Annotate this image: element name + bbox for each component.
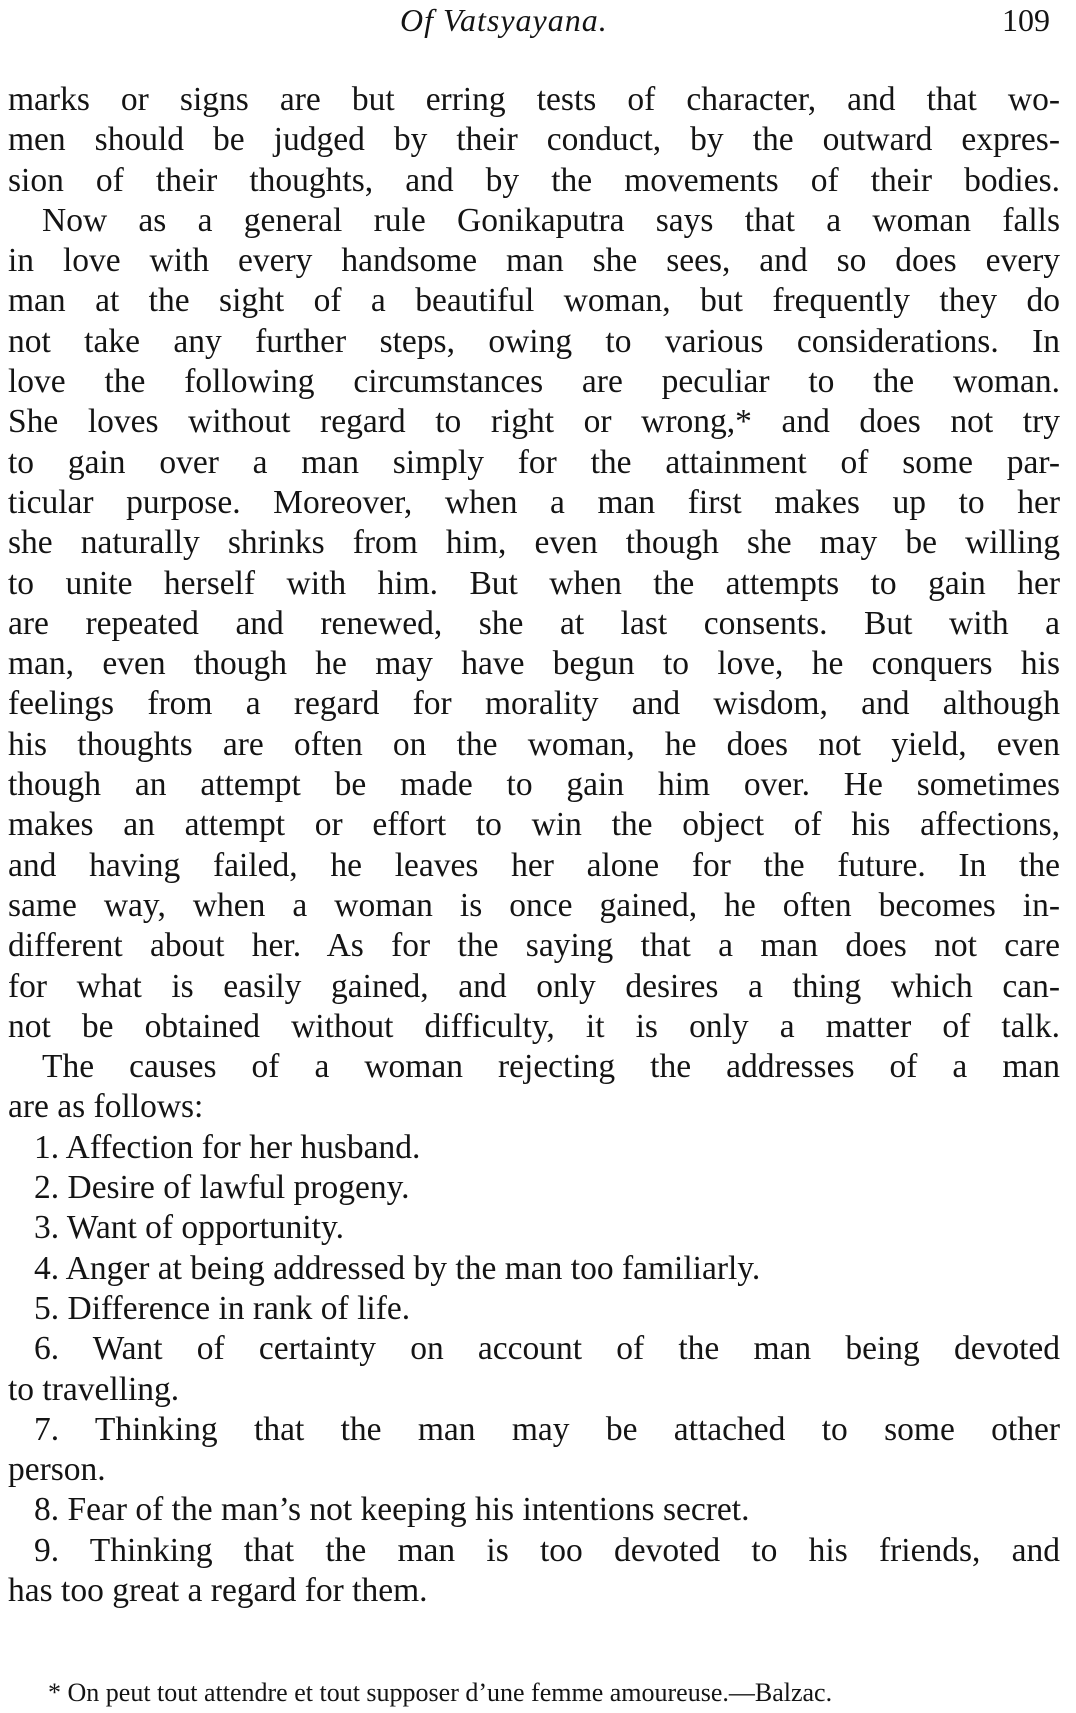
- paragraph-1: [8, 80, 1060, 201]
- paragraph-2: [8, 201, 1060, 1047]
- text-line: not take any further steps, owing to various considerations. In: [8, 322, 1060, 360]
- list-item: 6. Want of certainty on account of the man being devoted: [34, 1330, 1060, 1368]
- text-line: makes an attempt or effort to win the object of his affections,: [8, 806, 1060, 844]
- text-line: are repeated and renewed, she at last consents. But with a: [8, 604, 1060, 642]
- text-line: to gain over a man simply for the attainment of some par-: [8, 443, 1060, 481]
- text-line: she naturally shrinks from him, even though she may be willing: [8, 524, 1060, 562]
- running-title: Of Vatsyayana.: [400, 2, 608, 38]
- text-line: his thoughts are often on the woman, he does not yield, even: [8, 725, 1060, 763]
- list-item: 5. Difference in rank of life.: [34, 1289, 411, 1327]
- list-item-continuation: to travelling.: [8, 1370, 180, 1408]
- text-line: same way, when a woman is once gained, he often becomes in-: [8, 886, 1060, 924]
- text-line: though an attempt be made to gain him over. He sometimes: [8, 766, 1060, 804]
- body-text: [8, 80, 1060, 1611]
- text-line: feelings from a regard for morality and wisdom, and although: [8, 685, 1060, 723]
- text-line: She loves without regard to right or wrong,* and does not try: [8, 403, 1060, 441]
- list-item: 1. Affection for her husband.: [34, 1128, 421, 1166]
- text-line: in love with every handsome man she sees, and so does every: [8, 242, 1060, 280]
- text-line: man, even though he may have begun to love, he conquers his: [8, 645, 1060, 683]
- list-item: 2. Desire of lawful progeny.: [34, 1169, 410, 1207]
- text-line: not be obtained without difficulty, it is only a matter of talk.: [8, 1007, 1060, 1045]
- text-line: ticular purpose. Moreover, when a man first makes up to her: [8, 483, 1060, 521]
- list-item: 8. Fear of the man’s not keeping his intentions secret.: [34, 1491, 750, 1529]
- text-line: different about her. As for the saying that a man does not care: [8, 927, 1060, 965]
- text-line: men should be judged by their conduct, by the outward expres-: [8, 121, 1060, 159]
- text-line: Now as a general rule Gonikaputra says that a woman falls: [42, 201, 1060, 239]
- list-item: 4. Anger at being addressed by the man too familiarly.: [34, 1249, 761, 1287]
- text-line: for what is easily gained, and only desires a thing which can-: [8, 967, 1060, 1005]
- text-line: to unite herself with him. But when the attempts to gain her: [8, 564, 1060, 602]
- list-item-continuation: person.: [8, 1451, 106, 1489]
- list-item: 9. Thinking that the man is too devoted to his friends, and: [34, 1531, 1060, 1569]
- text-line: The causes of a woman rejecting the addresses of a man: [42, 1048, 1060, 1086]
- list-item-continuation: has too great a regard for them.: [8, 1571, 428, 1609]
- text-line: love the following circumstances are peculiar to the woman.: [8, 363, 1060, 401]
- text-line: are as follows:: [8, 1088, 204, 1126]
- page-header: [0, 0, 1076, 42]
- text-line: sion of their thoughts, and by the movements of their bodies.: [8, 161, 1060, 199]
- text-line: marks or signs are but erring tests of character, and that wo-: [8, 81, 1060, 118]
- paragraph-3: [8, 1047, 1060, 1128]
- causes-list: [8, 1128, 1060, 1612]
- page-number: 109: [1002, 2, 1050, 38]
- text-line: man at the sight of a beautiful woman, but frequently they do: [8, 282, 1060, 320]
- list-item: 7. Thinking that the man may be attached to some other: [34, 1410, 1060, 1448]
- footnote: * On peut tout attendre et tout supposer d’une femme amoureuse.—Balzac.: [48, 1678, 833, 1707]
- list-item: 3. Want of opportunity.: [34, 1209, 344, 1247]
- text-line: and having failed, he leaves her alone for the future. In the: [8, 846, 1060, 884]
